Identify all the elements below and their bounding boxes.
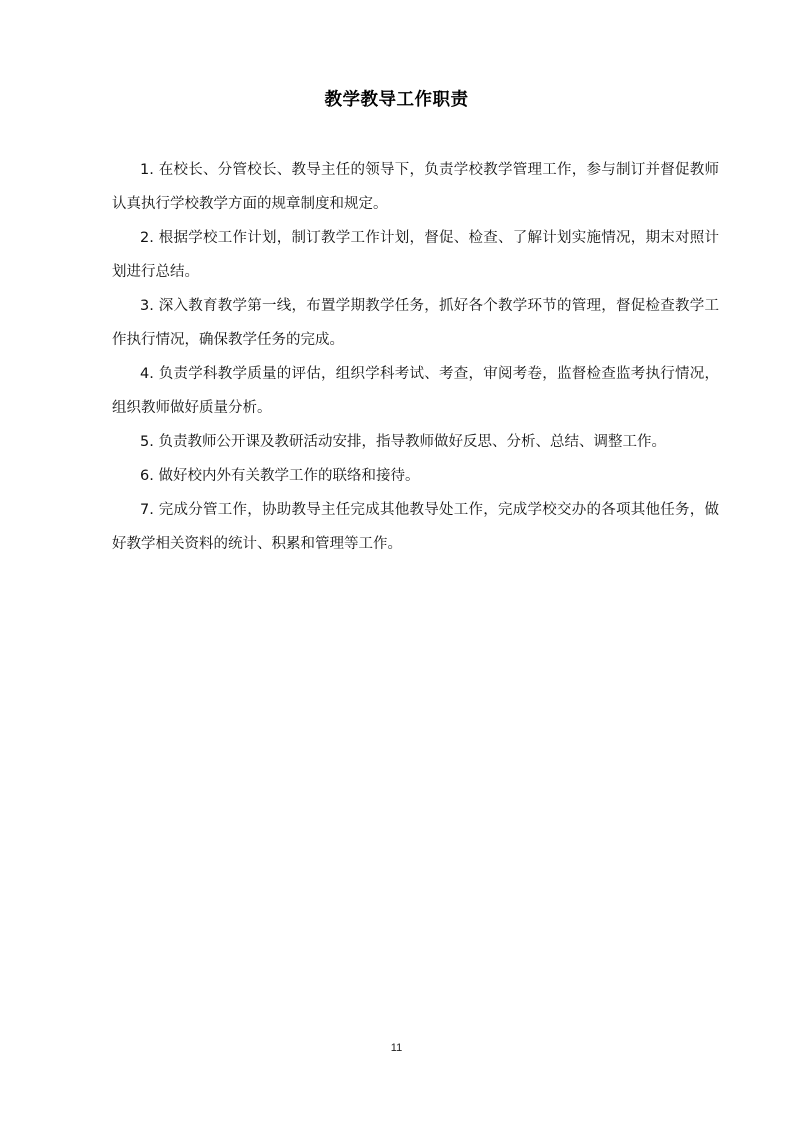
document-title: 教学教导工作职责 [324, 90, 469, 110]
paragraph-item-1: 1. 在校长、分管校长、教导主任的领导下，负责学校教学管理工作，参与制订并督促教师认真执行学校教学方面的规章制度和规定。 [112, 162, 719, 212]
paragraph-item-7: 7. 完成分管工作，协助教导主任完成其他教导处工作，完成学校交办的各项其他任务，做好教学相关资料的统计、积累和管理等工作。 [112, 502, 719, 552]
paragraph-item-5: 5. 负责教师公开课及教研活动安排，指导教师做好反思、分析、总结、调整工作。 [140, 434, 666, 450]
paragraph-item-2: 2. 根据学校工作计划，制订教学工作计划，督促、检查、了解计划实施情况，期末对照计划进行总结。 [112, 230, 719, 280]
paragraph-item-6: 6. 做好校内外有关教学工作的联络和接待。 [140, 468, 420, 484]
page-number: 11 [390, 1042, 403, 1054]
paragraph-item-4: 4. 负责学科教学质量的评估，组织学科考试、考查，审阅考卷，监督检查监考执行情况，组织教师做好质量分析。 [112, 366, 719, 416]
paragraph-item-3: 3. 深入教育教学第一线，布置学期教学任务，抓好各个教学环节的管理，督促检查教学工作执行情况，确保教学任务的完成。 [112, 298, 719, 348]
document-body [112, 153, 719, 561]
